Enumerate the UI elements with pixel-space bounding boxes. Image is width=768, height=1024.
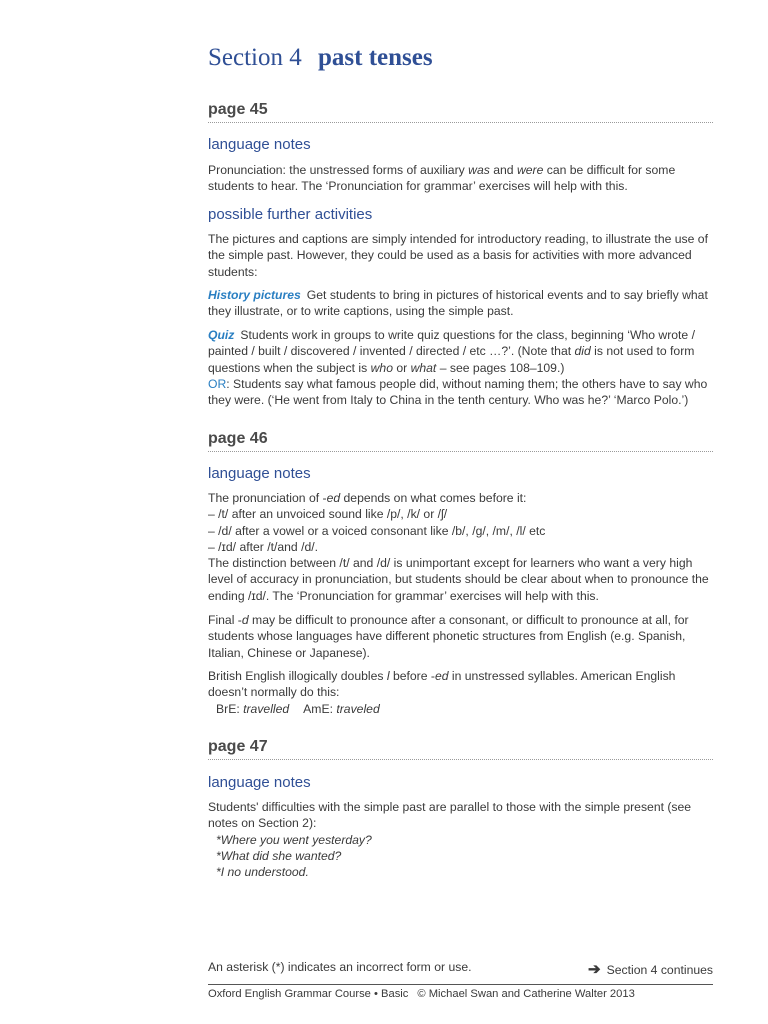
spelling-example: BrE: travelled AmE: traveled xyxy=(216,701,380,716)
footer-note-row xyxy=(208,960,713,978)
section-title xyxy=(208,44,433,72)
activity-history-pictures: History pictures Get students to bring in pictures of historical events and to say briefly what they illustrate, or to write captions, using the simple past. xyxy=(208,288,708,319)
list-item: – /t/ after an unvoiced sound like /p/, /k/ or /ʃ/ xyxy=(208,507,448,522)
copyright: © Michael Swan and Catherine Walter 2013 xyxy=(417,988,635,1000)
further-activities-heading: possible further activities xyxy=(208,206,373,223)
language-notes-heading: language notes xyxy=(208,465,311,482)
language-notes-heading: language notes xyxy=(208,774,311,791)
page-47-note: Students' difficulties with the simple past are parallel to those with the simple present (see notes on Section 2): *Where you went yesterday? *What did she wanted? *I no understood. xyxy=(208,800,692,880)
example-sentence: *What did she wanted? xyxy=(216,848,342,863)
section-name: past tenses xyxy=(318,44,433,71)
further-activities-intro: The pictures and captions are simply intended for introductory reading, to illustrate the use of the simple past. However, they could be used as a basis for activities with more advanced students: xyxy=(208,232,708,279)
page-45-note: Pronunciation: the unstressed forms of auxiliary was and were can be difficult for some students to hear. The ‘Pronunciation for grammar’ exercises will help with this. xyxy=(208,163,676,194)
or-label: OR xyxy=(208,377,227,391)
book-title: Oxford English Grammar Course • Basic xyxy=(208,988,409,1000)
page-46-doubling-note: British English illogically doubles l before -ed in unstressed syllables. American English doesn’t normally do this: BrE: travelled AmE: traveled xyxy=(208,668,713,717)
activity-quiz: Quiz Students work in groups to write quiz questions for the class, beginning ‘Who wrote / painted / built / discovered / invented / directed / etc …?’. (Note that did is not used to form questions when the subject is who or what – see pages 108–109.) xyxy=(208,328,695,375)
arrow-right-icon: ➔ xyxy=(588,961,601,978)
page-46-heading: page 46 xyxy=(208,430,713,452)
activity-label: Quiz xyxy=(208,328,235,342)
activity-or: OR: Students say what famous people did, without naming them; the others have to say who they were. (‘He went from Italy to China in the tenth century. Who was he?’ ‘Marco Polo.’) xyxy=(208,377,708,408)
example-sentence: *Where you went yesterday? xyxy=(216,832,372,847)
activity-label: History pictures xyxy=(208,288,301,302)
page-46-pronunciation-block: The pronunciation of -ed depends on what comes before it: – /t/ after an unvoiced sound like /p/, /k/ or /ʃ/ – /d/ after a vowel or a voiced consonant like /b/, /g/, /m/, /l/ etc – /ɪd/ after /t/and /d/. The distinction between /t/ and /d/ is unimportant except for learners who want a very high level of accuracy in pronunciation, but students should be clear about when to pronounce the ending /ɪd/. The ‘Pronunciation for grammar’ exercises will help with this. xyxy=(208,490,713,604)
page-47-heading: page 47 xyxy=(208,738,713,760)
page-45-heading: page 45 xyxy=(208,101,713,123)
continues-link[interactable]: ➔ Section 4 continues xyxy=(588,961,713,978)
language-notes-heading: language notes xyxy=(208,136,311,153)
section-number: Section 4 xyxy=(208,44,302,71)
page-46-final-d-note: Final -d may be difficult to pronounce after a consonant, or difficult to pronounce at all, for students whose languages have different phonetic structures from English (e.g. Spanish, Italian, Chinese or Japanese). xyxy=(208,613,689,660)
list-item: – /d/ after a vowel or a voiced consonant like /b/, /g/, /m/, /l/ etc xyxy=(208,523,546,538)
page-footer xyxy=(208,984,713,1000)
list-item: – /ɪd/ after /t/and /d/. xyxy=(208,539,319,554)
example-sentence: *I no understood. xyxy=(216,865,309,880)
asterisk-note: An asterisk (*) indicates an incorrect form or use. xyxy=(208,960,472,974)
